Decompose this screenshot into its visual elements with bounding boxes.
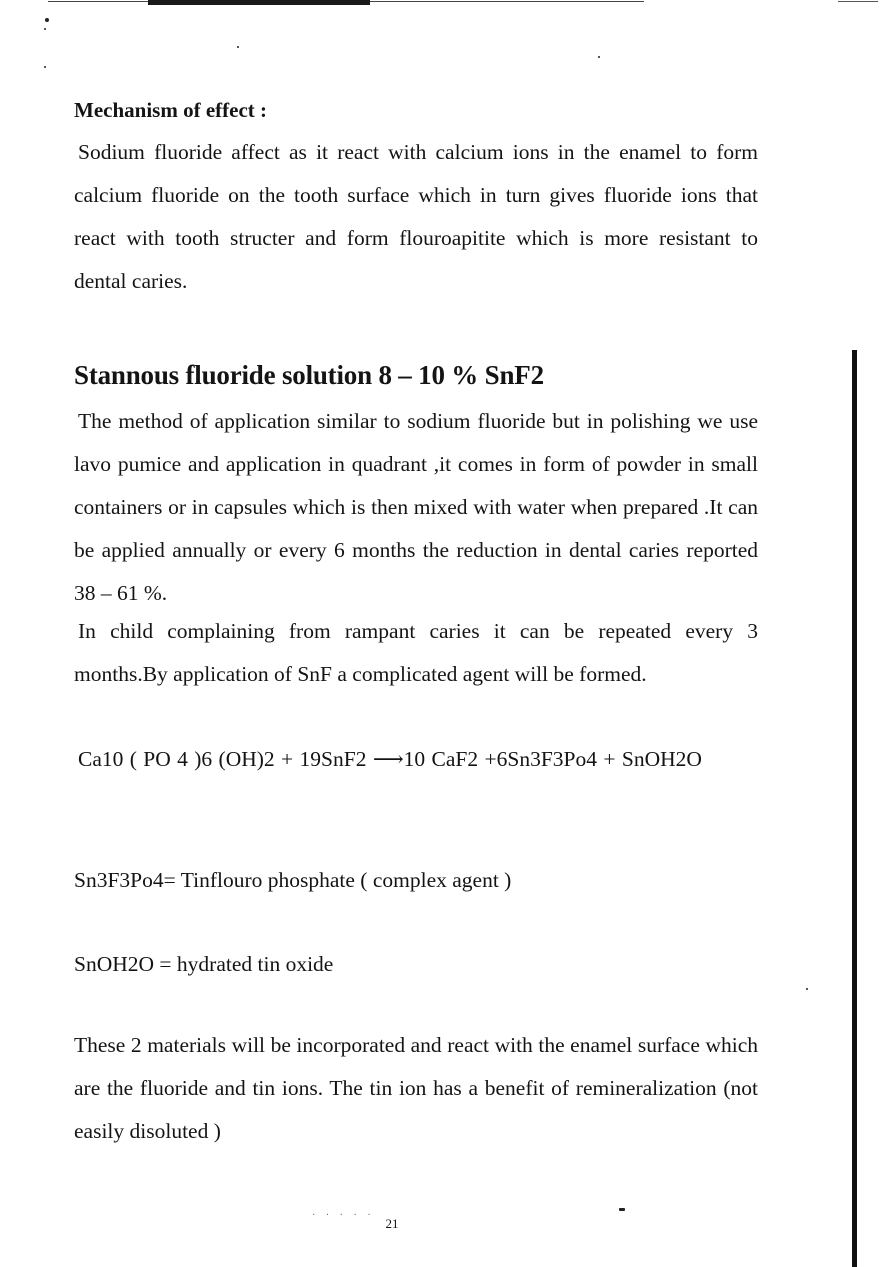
scan-speck xyxy=(44,66,46,68)
footer-scan-marks: · · · · · xyxy=(312,1210,375,1221)
scan-speck xyxy=(237,46,239,48)
stannous-heading: Stannous fluoride solution 8 – 10 % SnF2 xyxy=(74,360,544,390)
page-number: 21 xyxy=(385,1216,399,1231)
definition-tinflouro-phosphate: Sn3F3Po4= Tinflouro phosphate ( complex agent ) xyxy=(74,868,512,892)
scan-top-bar xyxy=(148,0,370,5)
scan-speck xyxy=(619,1208,625,1211)
scan-right-edge xyxy=(852,350,857,1267)
stannous-paragraph-1: The method of application similar to sodium fluoride but in polishing we use lavo pumice and application in quadrant ,it comes in form of powder in small containers or in capsules which is then mixed with water when prepared .It can be applied annually or every 6 months the reduction in dental caries reported 38 – 61 %. xyxy=(74,409,758,605)
scan-speck xyxy=(44,28,46,30)
mechanism-heading: Mechanism of effect : xyxy=(74,98,267,122)
scan-speck xyxy=(806,988,808,990)
closing-paragraph: These 2 materials will be incorporated and react with the enamel surface which are the fluoride and tin ions. The tin ion has a benefit of remineralization (not easily disoluted ) xyxy=(74,1033,758,1143)
stannous-paragraph-2: In child complaining from rampant caries it can be repeated every 3 months.By application of SnF a complicated agent will be formed. xyxy=(74,619,758,686)
scan-top-right-mark xyxy=(838,1,878,2)
definition-hydrated-tin-oxide: SnOH2O = hydrated tin oxide xyxy=(74,952,334,976)
chemical-equation: Ca10 ( PO 4 )6 (OH)2 + 19SnF2 ⟶10 CaF2 +6Sn3F3Po4 + SnOH2O xyxy=(78,747,702,771)
scan-speck xyxy=(45,18,49,22)
mechanism-paragraph: Sodium fluoride affect as it react with calcium ions in the enamel to form calcium fluoride on the tooth surface which in turn gives fluoride ions that react with tooth structer and form flouroapitite which is more resistant to dental caries. xyxy=(74,140,758,293)
scan-speck xyxy=(598,56,600,58)
